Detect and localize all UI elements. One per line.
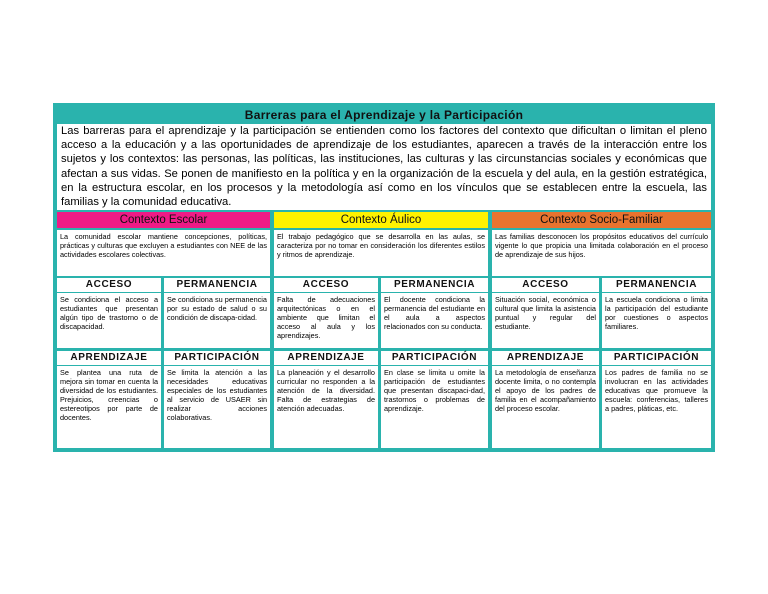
socio-aprendizaje-cell: La metodología de enseñanza docente limita, o no contempla el apoyo de los padres de familia en el acompañamiento del proceso escolar.	[492, 366, 599, 448]
aulico-aprendizaje-cell: La planeación y el desarrollo curricular no responden a la atención de la diversidad. Falta de estrategias de atención adecuadas.	[274, 366, 378, 448]
aulico-participacion-cell: En clase se limita u omite la participación de estudiantes que presentan discapaci-dad, trastornos o problemas de aprendizaje.	[381, 366, 488, 448]
escolar-aprendizaje-cell: Se plantea una ruta de mejora sin tomar en cuenta la diversidad de los estudiantes. Prejuicios, creencias o estereotipos por parte de docentes.	[57, 366, 161, 448]
header-participacion: PARTICIPACIÓN	[164, 351, 270, 365]
header-acceso: ACCESO	[57, 278, 161, 292]
context-escolar-header: Contexto Escolar	[57, 212, 270, 228]
header-aprendizaje: APRENDIZAJE	[274, 351, 378, 365]
socio-participacion-cell: Los padres de familia no se involucran en las actividades educativas que promueve la escuela: conferencias, talleres a padres, pláticas, etc.	[602, 366, 711, 448]
intro-paragraph: Las barreras para el aprendizaje y la participación se entienden como los factores del contexto que dificultan o limitan el pleno acceso a la educación y a las oportunidades de aprendizaje de los estudiantes, aparecen a través de la interacción entre los sujetos y los contextos: las personas, las políticas, las instituciones, las culturas y las circunstancias sociales y económicas que afectan a sus vidas. Se ponen de manifiesto en la política y en la organización de la escuela y del aula, en la gestión estratégica, en la estructura escolar, en los procesos y la metodología así como en los vínculos que se establecen entre la escuela, las familias y la comunidad educativa.	[57, 124, 711, 210]
aulico-acceso-cell: Falta de adecuaciones arquitectónicas o en el ambiente que limitan el acceso al aula y los aprendizajes.	[274, 293, 378, 348]
table-title: Barreras para el Aprendizaje y la Participación	[57, 107, 711, 123]
header-acceso: ACCESO	[492, 278, 599, 292]
aulico-permanencia-cell: El docente condiciona la permanencia del estudiante en el aula a aspectos relacionados con su conducta.	[381, 293, 488, 348]
context-aulico-description: El trabajo pedagógico que se desarrolla en las aulas, se caracteriza por no tomar en consideración los diferentes estilos y ritmos de aprendizaje.	[274, 230, 488, 276]
header-aprendizaje: APRENDIZAJE	[57, 351, 161, 365]
context-socio-familiar-header: Contexto Socio-Familiar	[492, 212, 711, 228]
escolar-participacion-cell: Se limita la atención a las necesidades educativas especiales de los estudiantes al servicio de USAER sin realizar acciones colaborativas.	[164, 366, 270, 448]
escolar-acceso-cell: Se condiciona el acceso a estudiantes que presentan algún tipo de trastorno o de discapacidad.	[57, 293, 161, 348]
context-escolar-description: La comunidad escolar mantiene concepciones, políticas, prácticas y culturas que excluyen a estudiantes con NEE de las actividades escolares colectivas.	[57, 230, 270, 276]
header-acceso: ACCESO	[274, 278, 378, 292]
barriers-table	[53, 103, 715, 452]
context-socio-familiar-description: Las familias desconocen los propósitos educativos del currículo vigente lo que propicia una limitada colaboración en el proceso de aprendizaje de sus hijos.	[492, 230, 711, 276]
header-permanencia: PERMANENCIA	[381, 278, 488, 292]
socio-permanencia-cell: La escuela condiciona o limita la participación del estudiante por cuestiones o aspectos familiares.	[602, 293, 711, 348]
header-permanencia: PERMANENCIA	[164, 278, 270, 292]
socio-acceso-cell: Situación social, económica o cultural que limita la asistencia puntual y regular del estudiante.	[492, 293, 599, 348]
escolar-permanencia-cell: Se condiciona su permanencia por su estado de salud o su condición de discapa-cidad.	[164, 293, 270, 348]
header-aprendizaje: APRENDIZAJE	[492, 351, 599, 365]
header-participacion: PARTICIPACIÓN	[381, 351, 488, 365]
header-permanencia: PERMANENCIA	[602, 278, 711, 292]
header-participacion: PARTICIPACIÓN	[602, 351, 711, 365]
context-aulico-header: Contexto Áulico	[274, 212, 488, 228]
